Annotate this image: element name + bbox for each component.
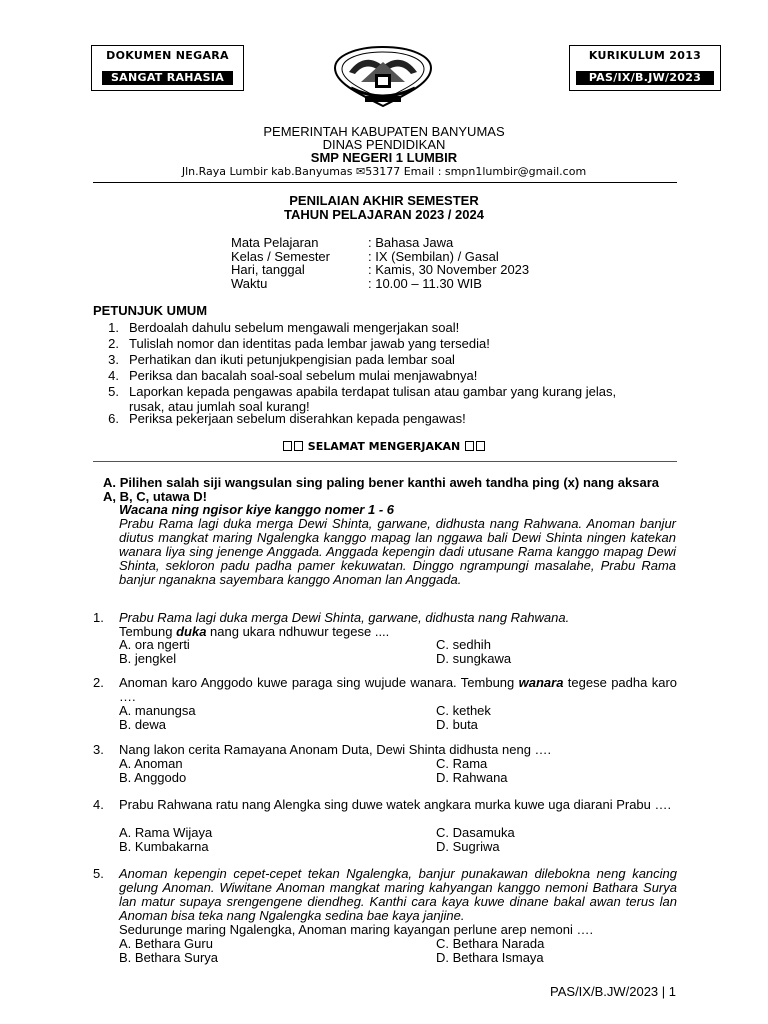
option-c[interactable]: C. Dasamuka bbox=[436, 825, 515, 840]
identity-value: : Kamis, 30 November 2023 bbox=[368, 262, 530, 277]
question-number: 4. bbox=[93, 797, 104, 812]
instruction-text: Perhatikan dan ikuti petunjukpengisian pada lembar soal bbox=[129, 352, 455, 367]
option-a[interactable]: A. Bethara Guru bbox=[119, 936, 213, 951]
identity-label: Mata Pelajaran bbox=[231, 235, 319, 250]
option-a[interactable]: A. Anoman bbox=[119, 756, 183, 771]
instruction-number: 4. bbox=[108, 368, 119, 383]
identity-value: : 10.00 – 11.30 WIB bbox=[368, 275, 482, 291]
question-prompt bbox=[119, 625, 677, 639]
greeting-text: SELAMAT MENGERJAKAN bbox=[307, 440, 461, 453]
option-d[interactable]: D. Bethara Ismaya bbox=[436, 950, 544, 965]
instructions-list bbox=[99, 320, 659, 430]
question-stem: Prabu Rahwana ratu nang Alengka sing duwe watek angkara murka kuwe uga diarani Prabu …. bbox=[119, 797, 672, 812]
option-c[interactable]: C. Rama bbox=[436, 756, 488, 771]
curriculum-label: KURIKULUM 2013 bbox=[588, 49, 702, 62]
envelope-icon: ✉ bbox=[356, 165, 366, 178]
option-d[interactable]: D. buta bbox=[436, 717, 478, 732]
instruction-text: Periksa dan bacalah soal-soal sebelum mulai menjawabnya! bbox=[129, 368, 478, 383]
option-b[interactable]: B. Bethara Surya bbox=[119, 950, 218, 965]
department-name: DINAS PENDIDIKAN bbox=[322, 137, 446, 152]
instruction-text: Periksa pekerjaan sebelum diserahkan kepada pengawas! bbox=[129, 411, 466, 426]
instruction-text: Berdoalah dahulu sebelum mengawali mengerjakan soal! bbox=[129, 320, 460, 335]
document-code: PAS/IX/B.JW/2023 bbox=[576, 71, 714, 85]
letterhead-rule bbox=[93, 182, 677, 183]
prompt-text: Anoman karo Anggodo kuwe paraga sing wujude wanara. Tembung bbox=[119, 675, 519, 690]
page-footer: PAS/IX/B.JW/2023 | 1 bbox=[550, 984, 676, 999]
instruction-number: 1. bbox=[108, 320, 119, 335]
option-c[interactable]: C. sedhih bbox=[436, 637, 491, 652]
classification-level: SANGAT RAHASIA bbox=[102, 71, 233, 85]
instruction-number: 6. bbox=[108, 411, 119, 426]
question-stem bbox=[119, 867, 677, 937]
address-email: 53177 Email : smpn1lumbir@gmail.com bbox=[365, 165, 587, 178]
option-b[interactable]: B. dewa bbox=[119, 717, 166, 732]
option-c[interactable]: C. Bethara Narada bbox=[436, 936, 545, 951]
question-stem: Nang lakon cerita Ramayana Anonam Duta, Dewi Shinta didhusta neng …. bbox=[119, 742, 552, 757]
option-a[interactable]: A. ora ngerti bbox=[119, 637, 190, 652]
question-number: 1. bbox=[93, 610, 104, 625]
placeholder-box-icon bbox=[465, 441, 474, 451]
instruction-text: Laporkan kepada pengawas apabila terdapat tulisan atau gambar yang kurang jelas, rusak, atau jumlah soal kurang! bbox=[129, 384, 617, 414]
identity-label: Kelas / Semester bbox=[231, 248, 330, 264]
instructions-heading: PETUNJUK UMUM bbox=[93, 303, 208, 318]
exam-identity bbox=[231, 235, 591, 295]
question-number: 5. bbox=[93, 866, 104, 881]
option-d[interactable]: D. sungkawa bbox=[436, 651, 512, 666]
option-b[interactable]: B. Anggodo bbox=[119, 770, 187, 785]
identity-label: Hari, tanggal bbox=[231, 262, 305, 277]
greeting bbox=[0, 440, 768, 453]
option-c[interactable]: C. kethek bbox=[436, 703, 491, 718]
question-5 bbox=[93, 867, 677, 941]
identity-value: : Bahasa Jawa bbox=[368, 235, 454, 250]
school-name: SMP NEGERI 1 LUMBIR bbox=[310, 150, 458, 165]
option-d[interactable]: D. Sugriwa bbox=[436, 839, 500, 854]
prompt-text: nang ukara ndhuwur tegese .... bbox=[206, 624, 390, 639]
identity-label: Waktu bbox=[231, 275, 268, 291]
key-word: wanara bbox=[518, 675, 564, 690]
section-a-instruction: A. Pilihen salah siji wangsulan sing paling bener kanthi aweh tandha ping (x) nang aksara A, B, C, utawa D! bbox=[103, 475, 659, 504]
address-street: Jln.Raya Lumbir kab.Banyumas bbox=[181, 165, 356, 178]
section-divider bbox=[93, 461, 677, 462]
curriculum-box bbox=[569, 45, 721, 91]
instruction-number: 3. bbox=[108, 352, 119, 367]
question-stem bbox=[119, 676, 677, 704]
option-d[interactable]: D. Rahwana bbox=[436, 770, 508, 785]
question-prompt: Sedurunge maring Ngalengka, Anoman maring kayangan perlune arep nemoni …. bbox=[119, 922, 594, 937]
option-b[interactable]: B. jengkel bbox=[119, 651, 177, 666]
reading-passage: Prabu Rama lagi duka merga Dewi Shinta, garwane, didhusta nang Rahwana. Anoman banjur diutus mangkat maring Ngalengka kanggo mapag lan nggawa bali Dewi Shinta ningen katekan wanara liya sing jenenge Anggada. Anggada kepengin dadi utusane Rama kanggo mapag Dewi Shinta, sekloron padu padha pamer kekuwatan. Dinggo ngrampungi masalahe, Prabu Rama banjur nganakna sayembara kanggo Anoman lan Anggada. bbox=[119, 516, 676, 587]
option-a[interactable]: A. Rama Wijaya bbox=[119, 825, 213, 840]
banyumas-emblem bbox=[331, 44, 435, 108]
instruction-number: 5. bbox=[108, 384, 119, 399]
key-word: duka bbox=[176, 624, 207, 639]
question-quote: Prabu Rama lagi duka merga Dewi Shinta, garwane, didhusta nang Rahwana. bbox=[119, 610, 570, 625]
classification-box bbox=[91, 45, 244, 91]
question-number: 3. bbox=[93, 742, 104, 757]
identity-value: : IX (Sembilan) / Gasal bbox=[368, 248, 499, 264]
placeholder-box-icon bbox=[294, 441, 303, 451]
instruction-text: Tulislah nomor dan identitas pada lembar jawab yang tersedia! bbox=[129, 336, 490, 351]
prompt-text: Tembung bbox=[119, 624, 177, 639]
question-stem bbox=[119, 611, 677, 639]
question-number: 2. bbox=[93, 675, 104, 690]
school-address bbox=[0, 165, 768, 178]
prompt-text: tegese padha karo …. bbox=[119, 675, 677, 704]
reading-label: Wacana ning ngisor kiye kanggo nomer 1 - 6 bbox=[119, 502, 394, 517]
exam-title: PENILAIAN AKHIR SEMESTER bbox=[289, 193, 479, 208]
instruction-number: 2. bbox=[108, 336, 119, 351]
classification-label: DOKUMEN NEGARA bbox=[106, 49, 229, 62]
question-4 bbox=[93, 798, 677, 828]
placeholder-box-icon bbox=[283, 441, 292, 451]
academic-year: TAHUN PELAJARAN 2023 / 2024 bbox=[284, 207, 484, 222]
option-a[interactable]: A. manungsa bbox=[119, 703, 196, 718]
government-name: PEMERINTAH KABUPATEN BANYUMAS bbox=[263, 124, 505, 139]
placeholder-box-icon bbox=[476, 441, 485, 451]
option-b[interactable]: B. Kumbakarna bbox=[119, 839, 209, 854]
question-quote: Anoman kepengin cepet-cepet tekan Ngalengka, banjur punakawan dilebokna neng kancing gelung Anoman. Wiwitane Anoman mangkat maring kahyangan kanggo nemoni Bathara Surya lan matur supaya srengengene diendheg. Kanthi cara kaya kuwe dinane bakal awan terus lan Anoman bisa teka nang Ngalengka sedina bae kaya janjine. bbox=[119, 866, 677, 923]
question-2 bbox=[93, 676, 677, 706]
